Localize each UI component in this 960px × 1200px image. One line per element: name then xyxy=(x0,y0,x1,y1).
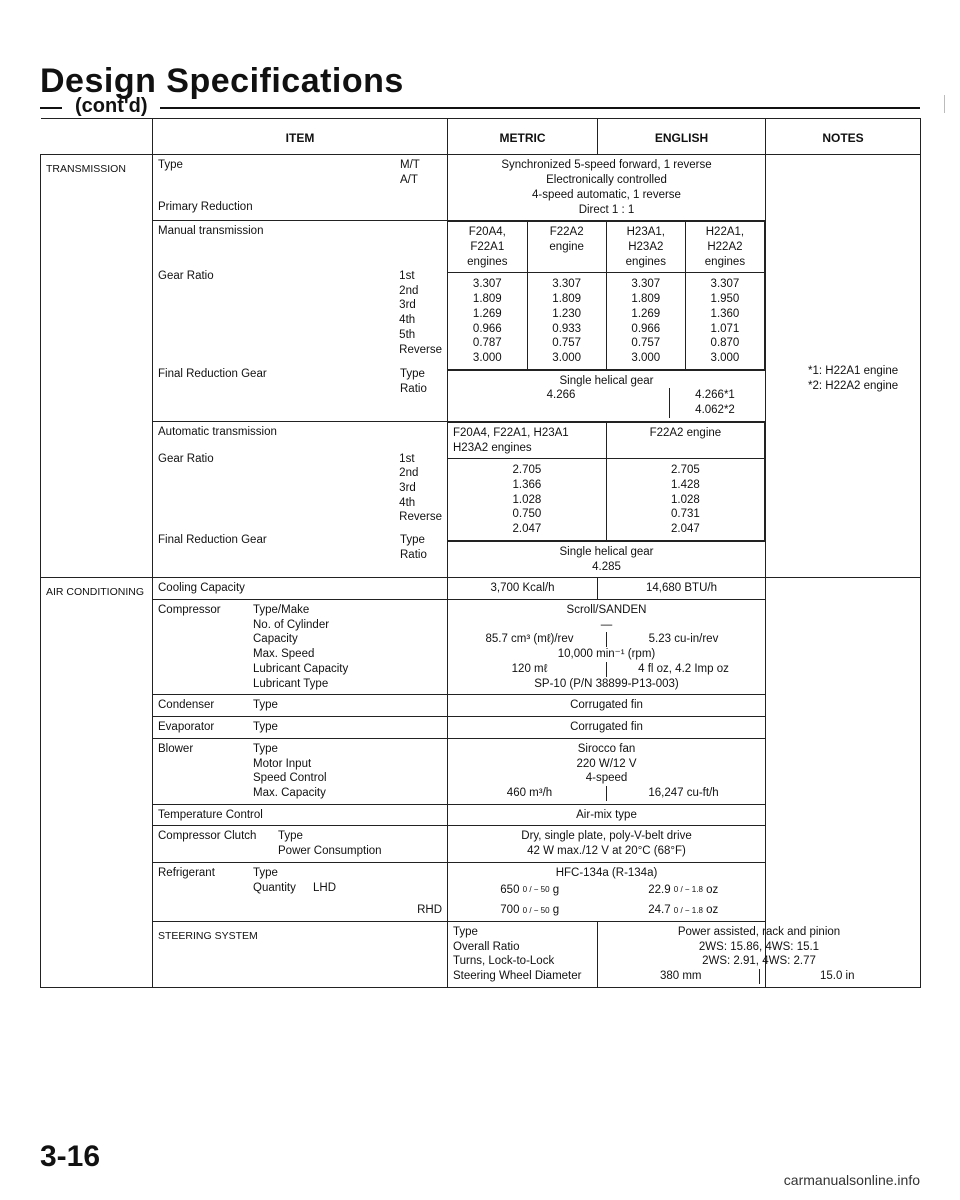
value-steering: Power assisted, rack and pinion 2WS: 15.86, 4WS: 15.1 2WS: 2.91, 4WS: 2.77 380 mm 15.0 in xyxy=(598,921,921,987)
item-clutch: Compressor Clutch Type Power Consumption xyxy=(153,826,448,862)
value-refrigerant: HFC-134a (R-134a) 650 0 / − 50 g 22.9 0 / − 1.8 oz 700 0 / − 50 g 24.7 0 / − 1.8 oz xyxy=(448,862,766,921)
spec-row-cooling xyxy=(41,578,921,600)
section-rule xyxy=(40,107,62,109)
item-blower: Blower Type Motor Input Speed Control Max. Capacity xyxy=(153,738,448,804)
manual-ratio-grid: F20A4, F22A1 engines F22A2 engine H23A1, H23A2 engines H22A1, H22A2 engines 3.307 1.809 1.269 0.966 0.787 3.000 3.307 1.809 1.230 0.933 0.757 3.000 3.307 1.809 1.269 0.966 0.757 3.000 3.307 1.950 1.360 1.071 0.870 3.000 xyxy=(448,221,765,369)
value-clutch: Dry, single plate, poly-V-belt drive 42 W max./12 V at 20°C (68°F) xyxy=(448,826,766,862)
item-steering: Type Overall Ratio Turns, Lock-to-Lock Steering Wheel Diameter xyxy=(448,921,598,987)
item-type: Type M/T A/T Primary Reduction xyxy=(153,155,448,221)
page-number: 3-16 xyxy=(40,1140,101,1173)
spec-row-steering xyxy=(41,921,921,987)
item-temperature: Temperature Control xyxy=(153,804,448,826)
value-compressor: Scroll/SANDEN — 85.7 cm³ (mℓ)/rev 5.23 cu-in/rev 10,000 min⁻¹ (rpm) 120 mℓ 4 fl oz, 4.2 Imp oz SP-10 (P/N 38899-P13-003) xyxy=(448,600,766,695)
spec-row-type xyxy=(41,155,921,221)
auto-ratio-grid: F20A4, F22A1, H23A1 H23A2 engines F22A2 engine 2.705 1.366 1.028 0.750 2.047 2.705 1.428 1.028 0.731 2.047 xyxy=(448,422,765,541)
value-blower: Sirocco fan 220 W/12 V 4-speed 460 m³/h 16,247 cu-ft/h xyxy=(448,738,766,804)
item-refrigerant: Refrigerant Type Quantity LHD RHD xyxy=(153,862,448,921)
footnote-1: *1: H22A1 engine xyxy=(808,365,899,377)
spec-table xyxy=(40,118,921,988)
value-temperature: Air-mix type xyxy=(448,804,766,826)
header-row xyxy=(41,119,921,155)
value-manual: F20A4, F22A1 engines F22A2 engine H23A1, H23A2 engines H22A1, H22A2 engines 3.307 1.809 1.269 0.966 0.787 3.000 3.307 1.809 1.230 0.933 0.757 3.000 3.307 1.809 1.269 0.966 0.757 3.000 3.307 1.950 1.360 1.071 0.870 3.000 Single helical gear 4.266 4.266*1 4.062*2 xyxy=(448,221,766,422)
margin-mark xyxy=(944,95,945,113)
header-notes: NOTES xyxy=(766,119,921,155)
system-steering: STEERING SYSTEM xyxy=(153,921,448,987)
section-subtitle: (cont'd) xyxy=(75,95,148,117)
system-ac: AIR CONDITIONING xyxy=(41,578,153,988)
item-condenser: Condenser Type xyxy=(153,695,448,717)
item-manual: Manual transmission Gear Ratio 1st 2nd 3rd 4th 5th Reverse Final Reduction Gear Type Ratio xyxy=(153,221,448,422)
page-title: Design Specifications xyxy=(40,62,404,100)
item-compressor: Compressor Type/Make No. of Cylinder Capacity Max. Speed Lubricant Capacity Lubricant Type xyxy=(153,600,448,695)
value-type: Synchronized 5-speed forward, 1 reverse Electronically controlled 4-speed automatic, 1 reverse Direct 1 : 1 xyxy=(448,155,766,221)
footnote-2: *2: H22A2 engine xyxy=(808,380,899,392)
value-automatic: F20A4, F22A1, H23A1 H23A2 engines F22A2 engine 2.705 1.366 1.028 0.750 2.047 2.705 1.428 1.028 0.731 2.047 Single helical gear 4.285 xyxy=(448,421,766,577)
watermark: carmanualsonline.info xyxy=(783,1172,920,1188)
item-evaporator: Evaporator Type xyxy=(153,717,448,739)
value-cooling-metric: 3,700 Kcal/h xyxy=(448,578,598,600)
section-rule xyxy=(160,107,920,109)
header-item: ITEM xyxy=(153,119,448,155)
value-condenser: Corrugated fin xyxy=(448,695,766,717)
item-automatic: Automatic transmission Gear Ratio 1st 2nd 3rd 4th Reverse Final Reduction Gear Type Ratio xyxy=(153,421,448,577)
item-cooling: Cooling Capacity xyxy=(153,578,448,600)
system-transmission: TRANSMISSION xyxy=(41,155,153,578)
value-cooling-english: 14,680 BTU/h xyxy=(598,578,766,600)
header-english: ENGLISH xyxy=(598,119,766,155)
header-metric: METRIC xyxy=(448,119,598,155)
value-evaporator: Corrugated fin xyxy=(448,717,766,739)
